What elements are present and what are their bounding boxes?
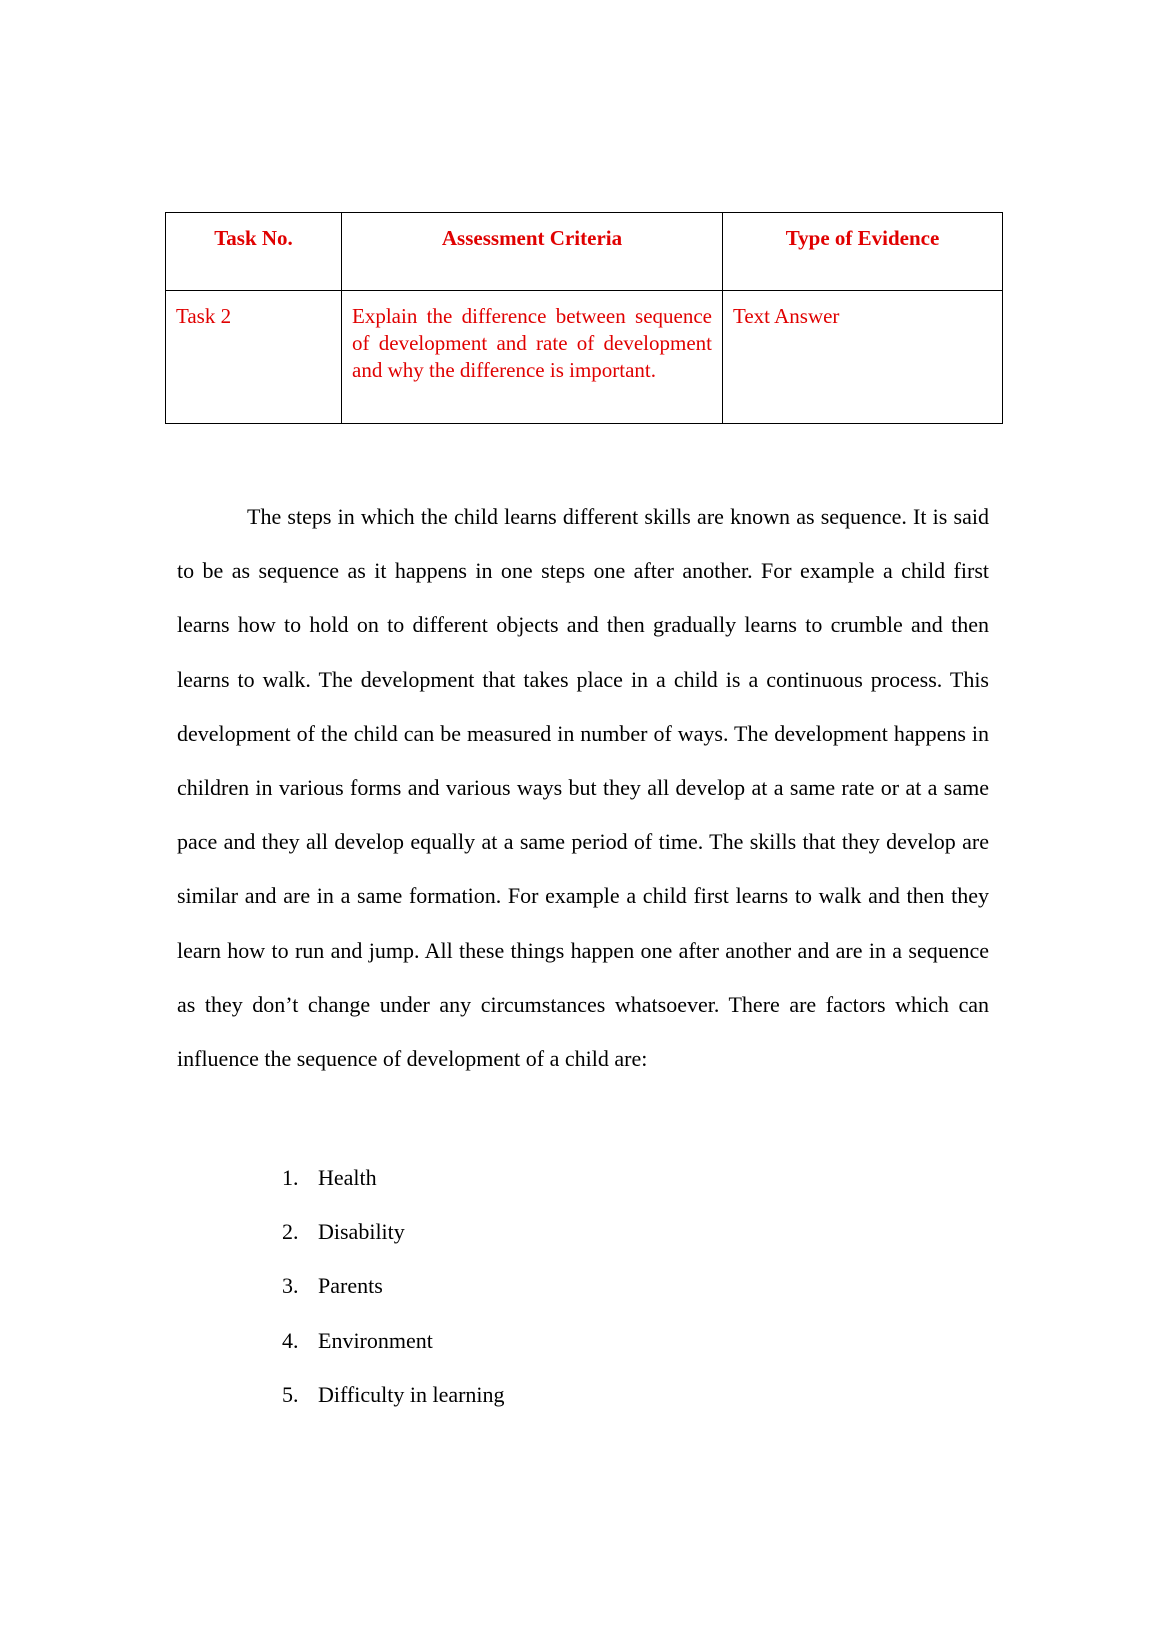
list-item	[282, 1259, 505, 1313]
list-item	[282, 1151, 505, 1205]
list-item-number: 3.	[282, 1273, 299, 1299]
list-item-label: Parents	[318, 1273, 383, 1299]
list-item-number: 2.	[282, 1219, 299, 1245]
table-header-row	[166, 213, 1003, 291]
list-item	[282, 1205, 505, 1259]
factors-list	[282, 1151, 505, 1422]
paragraph-text: The steps in which the child learns different skills are known as sequence. It is said to be as sequence as it happens in one steps one after another. For example a child first learns how to hold on to different objects and then gradually learns to crumble and then learns to walk. The development that takes place in a child is a continuous process. This development of the child can be measured in number of ways. The development happens in children in various forms and various ways but they all develop at a same rate or at a same pace and they all develop equally at a same period of time. The skills that they develop are similar and are in a same formation. For example a child first learns to walk and then they learn how to run and jump. All these things happen one after another and are in a sequence as they don’t change under any circumstances whatsoever. There are factors which can influence the sequence of development of a child are:	[177, 504, 989, 1072]
list-item-number: 4.	[282, 1327, 299, 1353]
list-item-label: Health	[318, 1165, 377, 1190]
header-assessment-criteria: Assessment Criteria	[342, 213, 723, 291]
table-row	[166, 291, 1003, 424]
list-item-label: Difficulty in learning	[318, 1381, 505, 1407]
body-paragraph	[177, 490, 989, 1086]
assessment-table	[165, 212, 1003, 424]
list-item-number: 5.	[282, 1381, 299, 1407]
list-item	[282, 1368, 505, 1422]
list-item-label: Environment	[318, 1327, 433, 1353]
list-item-label: Disability	[318, 1219, 405, 1245]
cell-criteria: Explain the difference between sequence of development and rate of development and why the difference is important.	[342, 291, 723, 424]
list-item	[282, 1314, 505, 1368]
header-task-no: Task No.	[166, 213, 342, 291]
cell-evidence: Text Answer	[723, 291, 1003, 424]
header-type-of-evidence: Type of Evidence	[723, 213, 1003, 291]
list-item-number: 1.	[282, 1165, 299, 1190]
cell-task-no: Task 2	[166, 291, 342, 424]
